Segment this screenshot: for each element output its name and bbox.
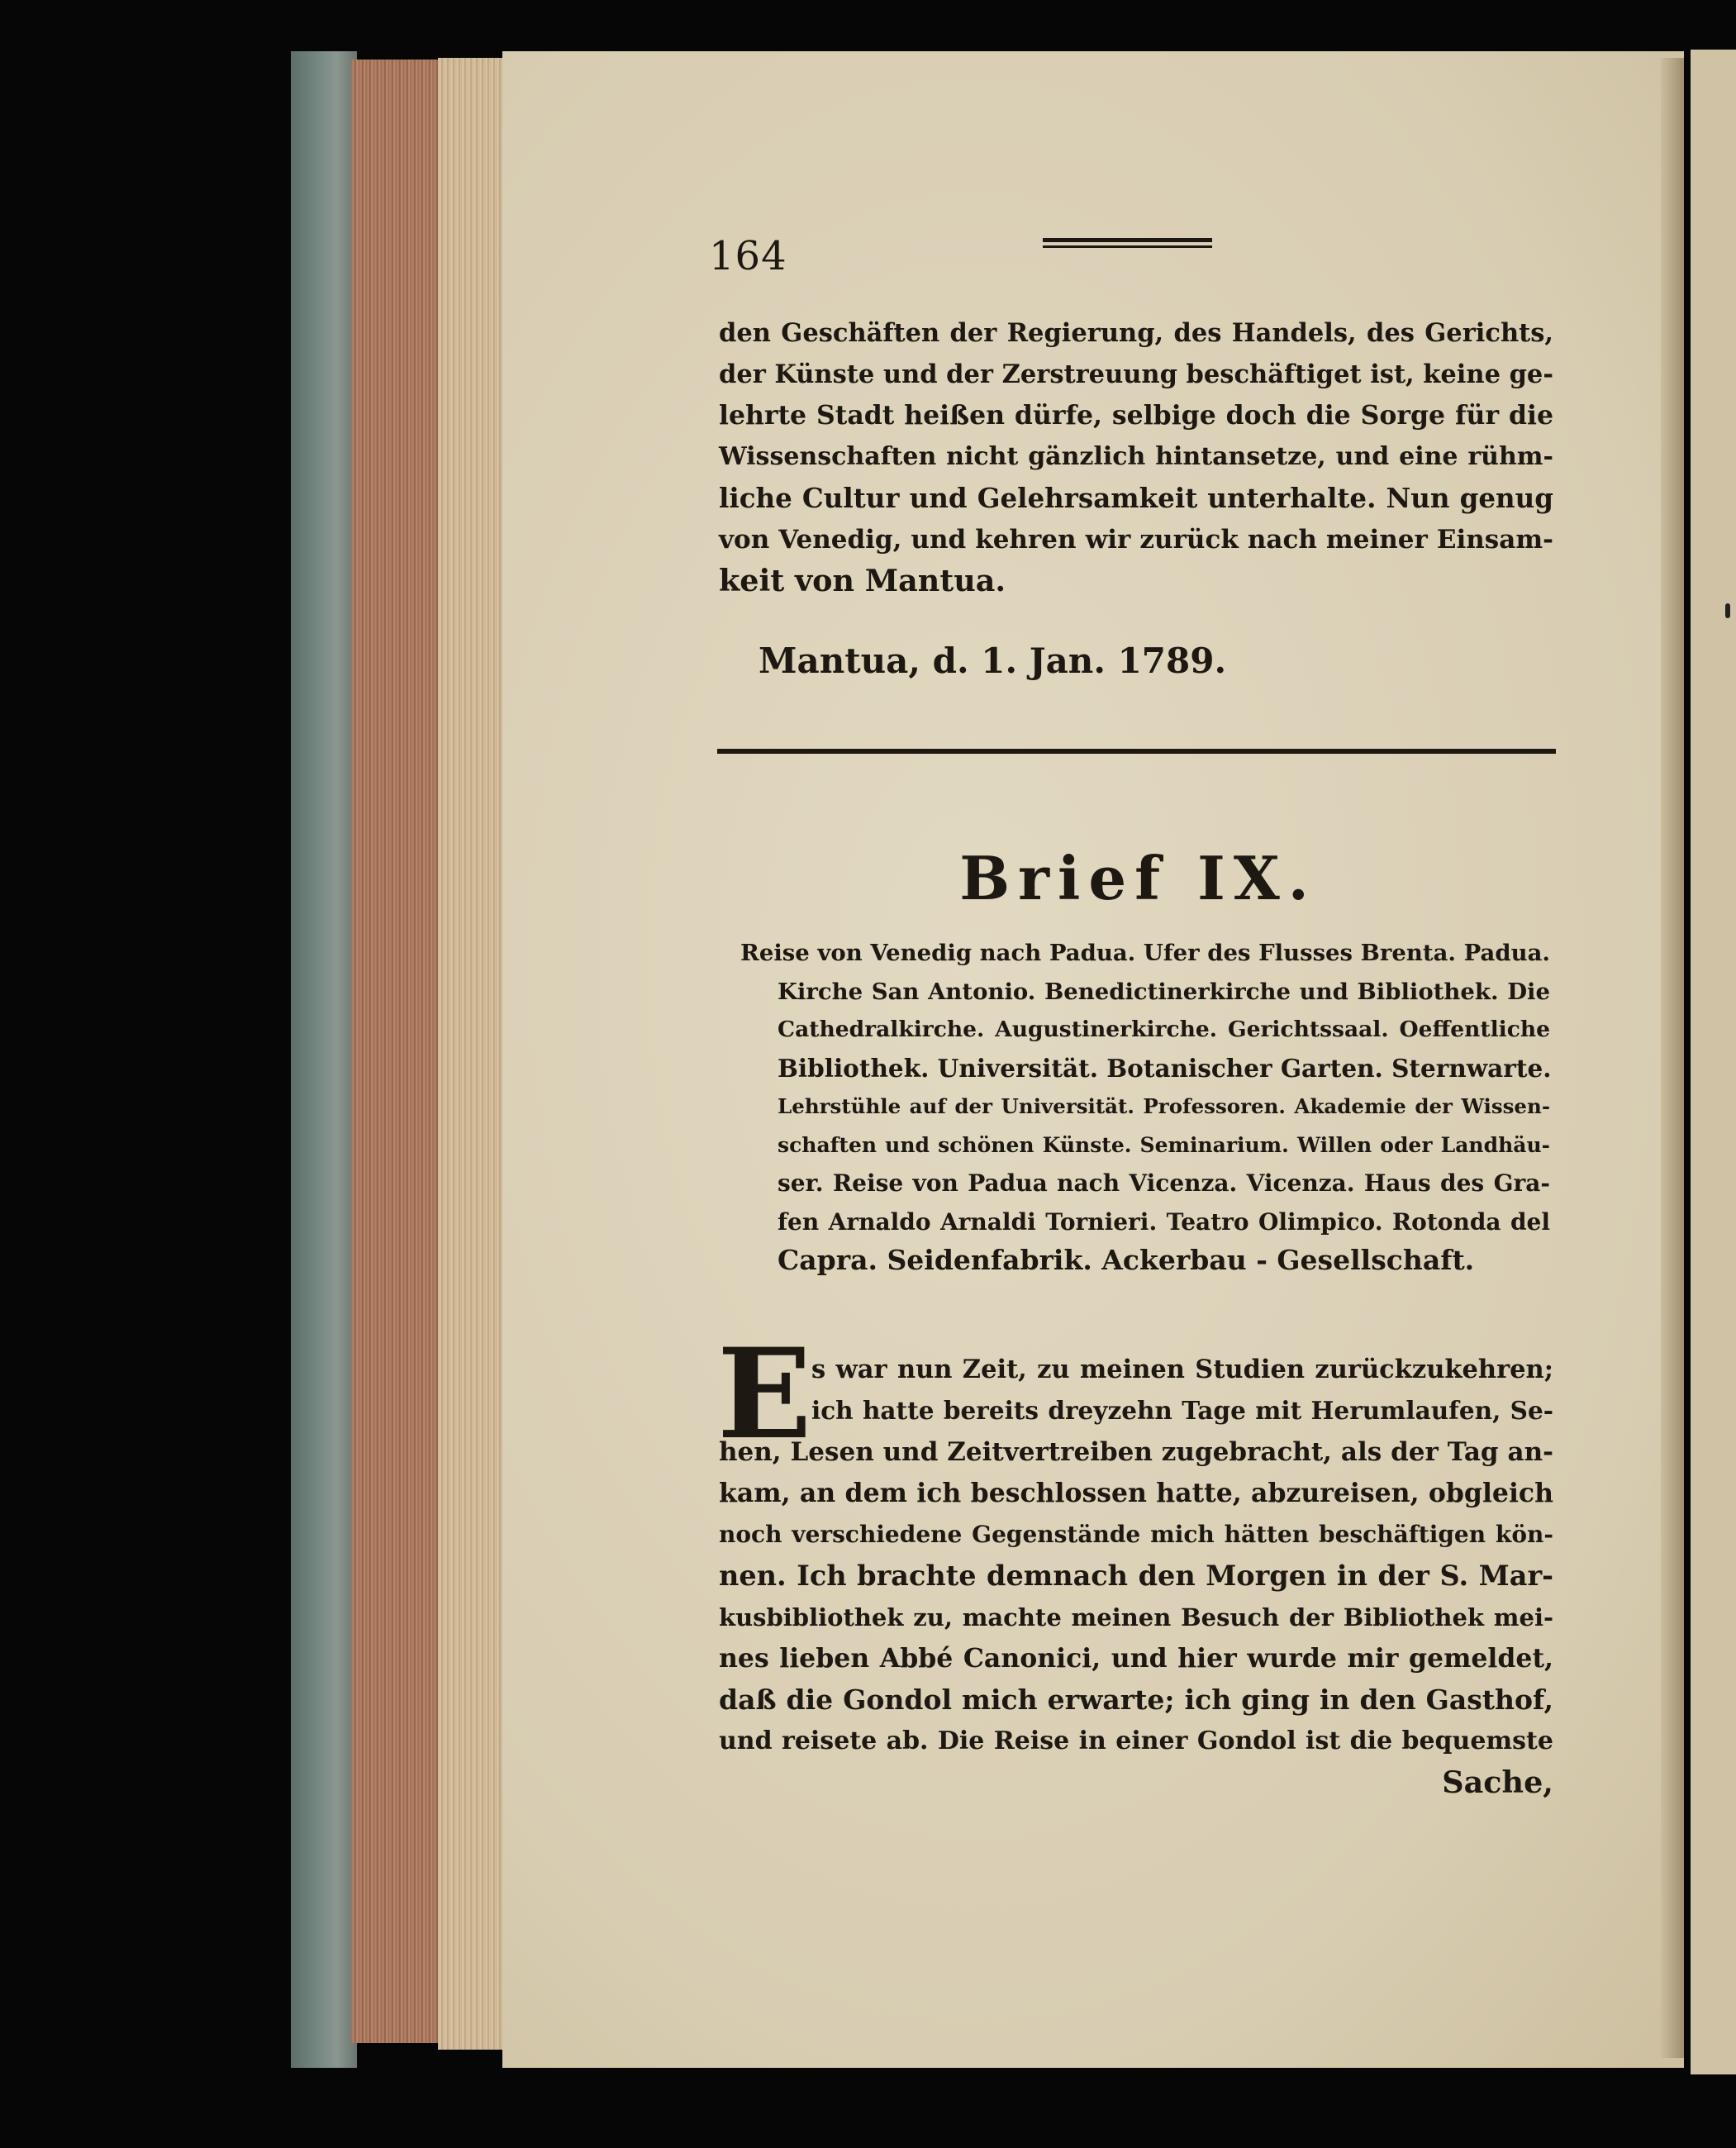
text-line: der Künste und der Zerstreuung beschäftiget ist, keine ge- bbox=[719, 360, 1553, 389]
summary-line: Capra. Seidenfabrik. Ackerbau - Gesellschaft. bbox=[778, 1244, 1475, 1276]
letter-summary bbox=[740, 934, 1550, 1280]
paragraph-2 bbox=[719, 1349, 1553, 1803]
header-rule bbox=[1043, 238, 1212, 251]
facing-page-mark bbox=[1725, 603, 1730, 618]
summary-line: ser. Reise von Padua nach Vicenza. Vicenza. Haus des Gra- bbox=[778, 1169, 1550, 1197]
summary-line: Reise von Venedig nach Padua. Ufer des Flusses Brenta. Padua. bbox=[740, 940, 1550, 966]
text-line: von Venedig, und kehren wir zurück nach meiner Einsam- bbox=[719, 525, 1553, 555]
text-line: liche Cultur und Gelehrsamkeit unterhalte. Nun genug bbox=[719, 482, 1553, 514]
text-line: kusbibliothek zu, machte meinen Besuch der Bibliothek mei- bbox=[719, 1603, 1553, 1631]
drop-cap: E bbox=[717, 1322, 812, 1467]
text-line: kam, an dem ich beschlossen hatte, abzureisen, obgleich bbox=[719, 1478, 1553, 1508]
section-rule bbox=[717, 749, 1556, 754]
page-number: 164 bbox=[709, 233, 787, 279]
text-line: den Geschäften der Regierung, des Handels, des Gerichts, bbox=[719, 318, 1553, 348]
text-line: und reisete ab. Die Reise in einer Gondol ist die bequemste bbox=[719, 1726, 1553, 1755]
summary-line: Kirche San Antonio. Benedictinerkirche und Bibliothek. Die bbox=[778, 978, 1550, 1005]
paragraph-1 bbox=[719, 312, 1553, 602]
text-line: keit von Mantua. bbox=[719, 563, 1006, 598]
text-line: s war nun Zeit, zu meinen Studien zurückzukehren; bbox=[811, 1355, 1553, 1384]
summary-line: Cathedralkirche. Augustinerkirche. Gerichtssaal. Oeffentliche bbox=[778, 1017, 1550, 1042]
text-line: noch verschiedene Gegenstände mich hätten beschäftigen kön- bbox=[719, 1521, 1553, 1548]
letter-heading: Brief IX. bbox=[959, 843, 1317, 913]
text-line: hen, Lesen und Zeitvertreiben zugebracht, als der Tag an- bbox=[719, 1437, 1553, 1467]
text-line: nes lieben Abbé Canonici, und hier wurde mir gemeldet, bbox=[719, 1643, 1553, 1674]
summary-line: Lehrstühle auf der Universität. Professoren. Akademie der Wissen- bbox=[778, 1094, 1550, 1118]
page-gutter bbox=[1661, 58, 1684, 2058]
summary-line: schaften und schönen Künste. Seminarium. Willen oder Landhäu- bbox=[778, 1132, 1550, 1157]
facing-page-edge bbox=[1691, 50, 1736, 2074]
text-line: lehrte Stadt heißen dürfe, selbige doch die Sorge für die bbox=[719, 400, 1553, 431]
text-line: ich hatte bereits dreyzehn Tage mit Herumlaufen, Se- bbox=[811, 1396, 1553, 1425]
catchword: Sache, bbox=[1442, 1765, 1553, 1800]
text-line: Wissenschaften nicht gänzlich hintansetze, und eine rühm- bbox=[719, 442, 1553, 471]
text-line: nen. Ich brachte demnach den Morgen in der S. Mar- bbox=[719, 1560, 1553, 1592]
book-cover-edge bbox=[291, 51, 357, 2068]
summary-line: Bibliothek. Universität. Botanischer Garten. Sternwarte. bbox=[778, 1053, 1552, 1083]
text-line: daß die Gondol mich erwarte; ich ging in den Gasthof, bbox=[719, 1684, 1553, 1716]
summary-line: fen Arnaldo Arnaldi Tornieri. Teatro Olimpico. Rotonda del bbox=[778, 1207, 1550, 1236]
dateline: Mantua, d. 1. Jan. 1789. bbox=[759, 641, 1227, 681]
